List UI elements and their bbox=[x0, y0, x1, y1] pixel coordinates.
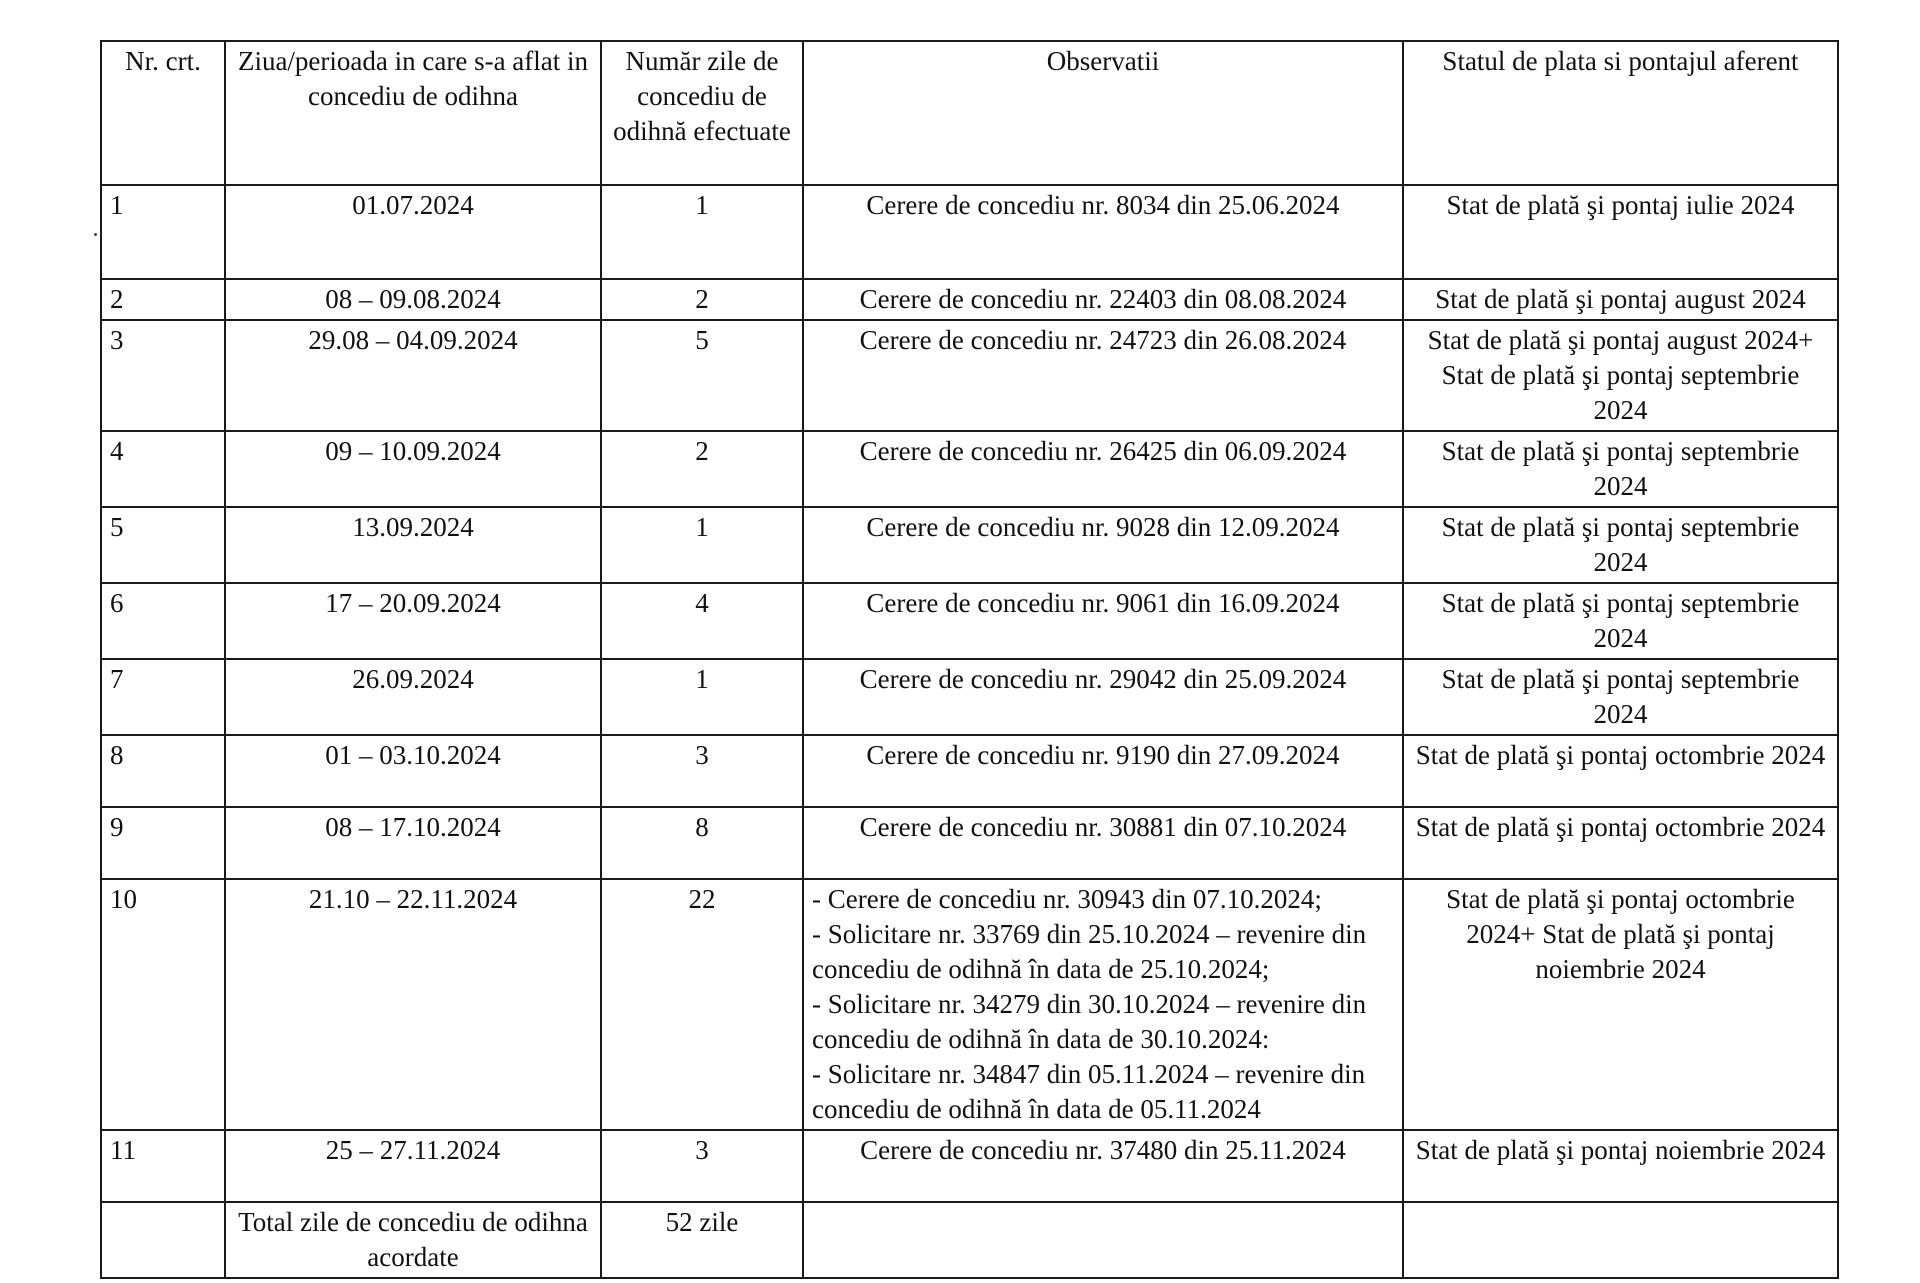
total-days: 52 zile bbox=[601, 1202, 803, 1278]
cell-payroll: Stat de plată şi pontaj septembrie 2024 bbox=[1403, 583, 1838, 659]
cell-observations: Cerere de concediu nr. 29042 din 25.09.2024 bbox=[803, 659, 1403, 735]
table-row bbox=[101, 279, 1838, 320]
cell-days: 5 bbox=[601, 320, 803, 431]
table-row bbox=[101, 1130, 1838, 1202]
cell-nr: 5 bbox=[101, 507, 225, 583]
cell-period: 01 – 03.10.2024 bbox=[225, 735, 601, 807]
cell-payroll: Stat de plată şi pontaj octombrie 2024 bbox=[1403, 735, 1838, 807]
cell-observations: Cerere de concediu nr. 26425 din 06.09.2024 bbox=[803, 431, 1403, 507]
cell-nr: 7 bbox=[101, 659, 225, 735]
cell-payroll: Stat de plată şi pontaj octombrie 2024+ Stat de plată şi pontaj noiembrie 2024 bbox=[1403, 879, 1838, 1130]
cell-period: 25 – 27.11.2024 bbox=[225, 1130, 601, 1202]
table-row bbox=[101, 659, 1838, 735]
observation-line: - Solicitare nr. 34279 din 30.10.2024 – revenire din concediu de odihnă în data de 30.10.2024: bbox=[812, 989, 1367, 1054]
cell-observations: Cerere de concediu nr. 22403 din 08.08.2024 bbox=[803, 279, 1403, 320]
table-row bbox=[101, 320, 1838, 431]
cell-payroll: Stat de plată şi pontaj septembrie 2024 bbox=[1403, 507, 1838, 583]
table-row bbox=[101, 431, 1838, 507]
cell-observations: Cerere de concediu nr. 30881 din 07.10.2024 bbox=[803, 807, 1403, 879]
cell-period: 09 – 10.09.2024 bbox=[225, 431, 601, 507]
cell-days: 4 bbox=[601, 583, 803, 659]
header-payroll: Statul de plata si pontajul aferent bbox=[1403, 41, 1838, 185]
cell-period: 13.09.2024 bbox=[225, 507, 601, 583]
observation-line: - Cerere de concediu nr. 30943 din 07.10.2024; bbox=[812, 884, 1322, 914]
total-row bbox=[101, 1202, 1838, 1278]
cell-days: 3 bbox=[601, 735, 803, 807]
total-label: Total zile de concediu de odihna acordate bbox=[225, 1202, 601, 1278]
observation-line: - Solicitare nr. 33769 din 25.10.2024 – revenire din concediu de odihnă în data de 25.10.2024; bbox=[812, 919, 1367, 984]
table-row bbox=[101, 583, 1838, 659]
header-days: Număr zile de concediu de odihnă efectuate bbox=[601, 41, 803, 185]
cell-observations: Cerere de concediu nr. 8034 din 25.06.2024 bbox=[803, 185, 1403, 279]
header-row bbox=[101, 41, 1838, 185]
total-observations bbox=[803, 1202, 1403, 1278]
total-payroll bbox=[1403, 1202, 1838, 1278]
table-row bbox=[101, 879, 1838, 1130]
table-row bbox=[101, 185, 1838, 279]
observation-line: - Solicitare nr. 34847 din 05.11.2024 – revenire din concediu de odihnă în data de 05.11.2024 bbox=[812, 1059, 1366, 1124]
cell-period: 17 – 20.09.2024 bbox=[225, 583, 601, 659]
cell-days: 2 bbox=[601, 279, 803, 320]
cell-observations: Cerere de concediu nr. 24723 din 26.08.2024 bbox=[803, 320, 1403, 431]
header-observations: Observatii bbox=[803, 41, 1403, 185]
table-row bbox=[101, 735, 1838, 807]
cell-days: 2 bbox=[601, 431, 803, 507]
cell-observations bbox=[803, 879, 1403, 1130]
cell-period: 26.09.2024 bbox=[225, 659, 601, 735]
table-row bbox=[101, 507, 1838, 583]
cell-nr: 6 bbox=[101, 583, 225, 659]
cell-period: 21.10 – 22.11.2024 bbox=[225, 879, 601, 1130]
cell-payroll: Stat de plată şi pontaj iulie 2024 bbox=[1403, 185, 1838, 279]
cell-payroll: Stat de plată şi pontaj octombrie 2024 bbox=[1403, 807, 1838, 879]
cell-days: 22 bbox=[601, 879, 803, 1130]
header-nr: Nr. crt. bbox=[101, 41, 225, 185]
cell-period: 08 – 17.10.2024 bbox=[225, 807, 601, 879]
cell-days: 8 bbox=[601, 807, 803, 879]
cell-payroll: Stat de plată şi pontaj august 2024 bbox=[1403, 279, 1838, 320]
cell-nr: 9 bbox=[101, 807, 225, 879]
cell-days: 3 bbox=[601, 1130, 803, 1202]
cell-payroll: Stat de plată şi pontaj septembrie 2024 bbox=[1403, 431, 1838, 507]
cell-observations: Cerere de concediu nr. 9190 din 27.09.2024 bbox=[803, 735, 1403, 807]
cell-nr: 1 bbox=[101, 185, 225, 279]
leave-table bbox=[100, 40, 1839, 1279]
cell-nr: 11 bbox=[101, 1130, 225, 1202]
cell-days: 1 bbox=[601, 507, 803, 583]
cell-period: 08 – 09.08.2024 bbox=[225, 279, 601, 320]
cell-payroll: Stat de plată şi pontaj noiembrie 2024 bbox=[1403, 1130, 1838, 1202]
cell-period: 29.08 – 04.09.2024 bbox=[225, 320, 601, 431]
total-nr bbox=[101, 1202, 225, 1278]
cell-nr: 2 bbox=[101, 279, 225, 320]
cell-nr: 4 bbox=[101, 431, 225, 507]
cell-payroll: Stat de plată şi pontaj septembrie 2024 bbox=[1403, 659, 1838, 735]
cell-observations: Cerere de concediu nr. 37480 din 25.11.2024 bbox=[803, 1130, 1403, 1202]
cell-payroll: Stat de plată şi pontaj august 2024+ Stat de plată şi pontaj septembrie 2024 bbox=[1403, 320, 1838, 431]
cell-period: 01.07.2024 bbox=[225, 185, 601, 279]
cell-nr: 10 bbox=[101, 879, 225, 1130]
header-period: Ziua/perioada in care s-a aflat in concediu de odihna bbox=[225, 41, 601, 185]
cell-days: 1 bbox=[601, 185, 803, 279]
cell-nr: 3 bbox=[101, 320, 225, 431]
cell-observations: Cerere de concediu nr. 9028 din 12.09.2024 bbox=[803, 507, 1403, 583]
cell-nr: 8 bbox=[101, 735, 225, 807]
cell-days: 1 bbox=[601, 659, 803, 735]
table-row bbox=[101, 807, 1838, 879]
cell-observations: Cerere de concediu nr. 9061 din 16.09.2024 bbox=[803, 583, 1403, 659]
scan-dot bbox=[94, 233, 97, 236]
